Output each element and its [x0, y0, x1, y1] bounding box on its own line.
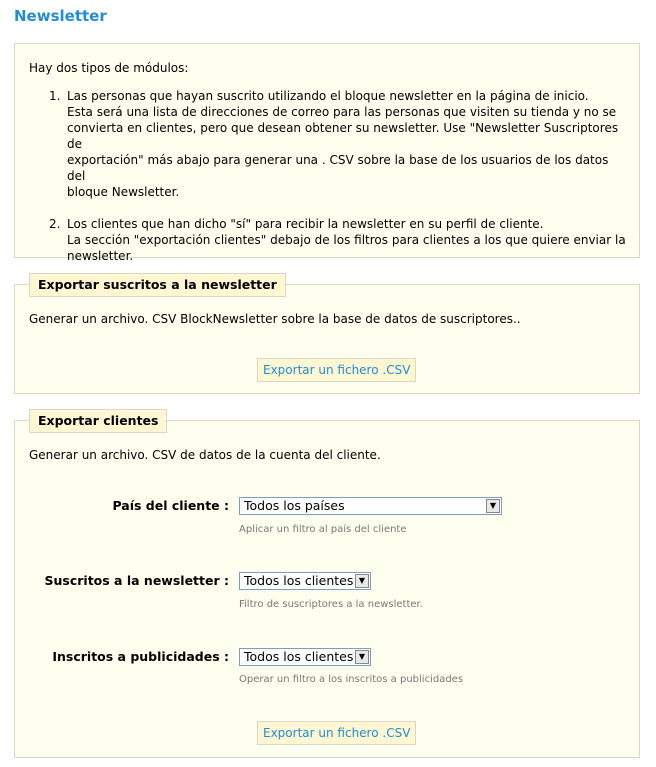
info-item-line: La sección "exportación clientes" debajo de los filtros para clientes a los que quiere enviar la — [67, 233, 626, 247]
export-customers-description: Generar un archivo. CSV de datos de la cuenta del cliente. — [29, 448, 381, 462]
chevron-down-icon[interactable]: ▼ — [355, 650, 369, 664]
subscribed-filter-hint: Filtro de suscriptores a la newsletter. — [239, 599, 423, 610]
info-item-line: Los clientes que han dicho "sí" para recibir la newsletter en su perfil de cliente. — [67, 217, 544, 231]
info-intro: Hay dos tipos de módulos: — [29, 61, 189, 75]
chevron-down-icon[interactable]: ▼ — [355, 574, 369, 588]
info-item-line: bloque Newsletter. — [67, 185, 180, 199]
optin-filter-value: Todos los clientes — [244, 649, 354, 664]
info-item-1 — [29, 88, 629, 200]
country-filter-value: Todos los países — [244, 498, 345, 513]
optin-filter-hint: Operar un filtro a los inscritos a publicidades — [239, 674, 464, 685]
info-item-number: 1. — [49, 89, 61, 103]
info-item-2 — [29, 216, 629, 264]
country-filter-label: País del cliente : — [112, 498, 229, 513]
export-subscribers-description: Generar un archivo. CSV BlockNewsletter sobre la base de datos de suscriptores.. — [29, 312, 521, 326]
info-item-line: convierta en clientes, pero que desean obtener su newsletter. Use "Newsletter Suscriptores de — [67, 121, 619, 151]
info-list — [29, 88, 629, 264]
info-item-line: newsletter. — [67, 249, 134, 263]
optin-filter-select[interactable] — [239, 648, 371, 666]
export-customers-legend: Exportar clientes — [29, 409, 167, 433]
optin-filter-label: Inscritos a publicidades : — [52, 649, 229, 664]
info-item-line: Las personas que hayan suscrito utilizando el bloque newsletter en la página de inicio. — [67, 89, 589, 103]
subscribed-filter-select[interactable] — [239, 572, 371, 590]
info-item-number: 2. — [49, 217, 61, 231]
chevron-down-icon[interactable]: ▼ — [486, 499, 500, 513]
page-title: Newsletter — [14, 7, 107, 25]
export-customers-csv-button[interactable]: Exportar un fichero .CSV — [257, 721, 416, 745]
export-subscribers-fieldset — [14, 277, 640, 394]
subscribed-filter-label: Suscritos a la newsletter : — [44, 573, 229, 588]
info-panel — [14, 43, 640, 263]
subscribed-filter-value: Todos los clientes — [244, 573, 354, 588]
country-filter-select[interactable] — [239, 497, 502, 515]
country-filter-hint: Aplicar un filtro al país del cliente — [239, 524, 407, 535]
export-subscribers-legend: Exportar suscritos a la newsletter — [29, 273, 286, 297]
info-item-line: Esta será una lista de direcciones de correo para las personas que visiten su tienda y no se — [67, 105, 617, 119]
export-subscribers-csv-button[interactable]: Exportar un fichero .CSV — [257, 358, 416, 382]
export-customers-fieldset — [14, 413, 640, 758]
info-item-line: exportación" más abajo para generar una . CSV sobre la base de los usuarios de los datos del — [67, 153, 609, 183]
